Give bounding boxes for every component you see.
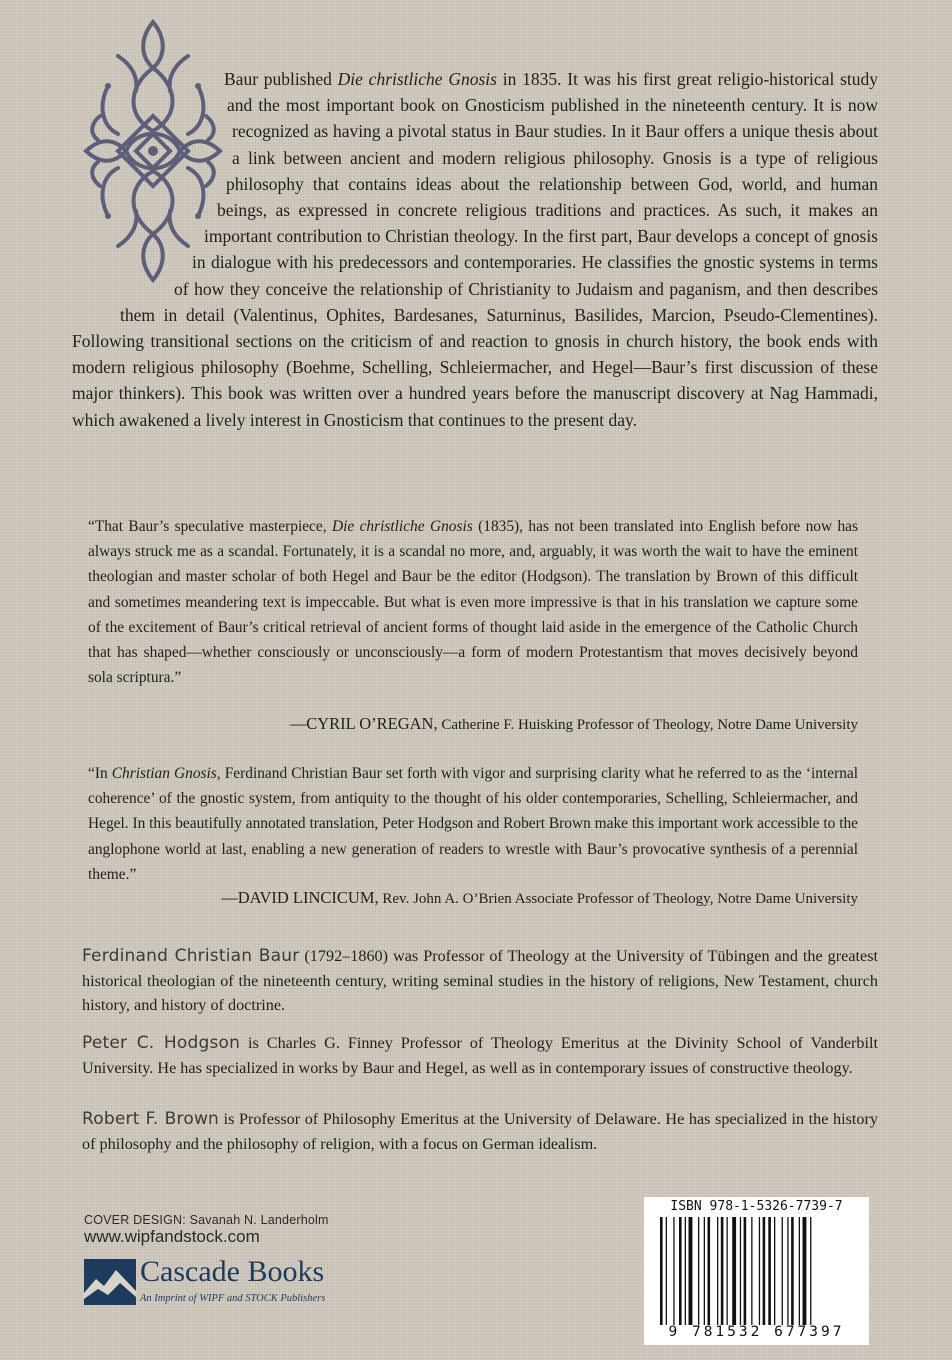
endorsement-lincicum xyxy=(88,761,858,887)
bio-name: Ferdinand Christian Baur xyxy=(82,946,300,966)
endorser-affiliation: Catherine F. Huisking Professor of Theology, Notre Dame University xyxy=(437,717,858,733)
isbn-label: ISBN 978-1-5326-7739-7 xyxy=(670,1199,843,1214)
endorsement-quote-body: (1835), has not been translated into English before now has always struck me as a scandal. Fortunately, it is a scandal no more, and, arguably, it was worth the wait to have the eminent theologian and master scholar of both Hegel and Baur be the editor (Hodgson). The translation by Brown of this difficult and sometimes meandering text is impeccable. But what is even more impressive is that in his translation we capture some of the excitement of Baur’s critical retrieval of ancient forms of thought laid aside in the emergence of the Catholic Church that has shaped—whether consciously or unconsciously—a form of modern Protestantism that moves decisively beyond sola scriptura.” xyxy=(88,518,858,687)
endorsement-quote-body: , Ferdinand Christian Baur set forth with vigor and surprising clarity what he referred to as the ‘internal coherence’ of the gnostic system, from antiquity to the thought of his older contemporaries, Schelling, Schleiermacher, and Hegel. In this beautifully annotated translation, Peter Hodgson and Robert Brown make this important work accessible to the anglophone world at last, enabling a new generation of readers to wrestle with Baur’s provocative synthesis of a perennial theme.” xyxy=(88,765,858,883)
translator-bio xyxy=(82,1107,878,1156)
endorsement-book-title: Die christliche Gnosis xyxy=(331,518,473,535)
bio-name: Peter C. Hodgson xyxy=(82,1033,241,1053)
editor-bio xyxy=(82,1031,878,1080)
publisher-logo xyxy=(84,1255,384,1319)
bio-name: Robert F. Brown xyxy=(82,1109,220,1129)
description-body: in 1835. It was his first great religio-historical study and the most important book on Gnosticism published in the nineteenth century. It is now recognized as having a pivotal status in Baur studies. In it Baur offers a unique thesis about a link between ancient and modern religious philosophy. Gnosis is a type of religious philosophy that contains ideas about the relationship between God, world, and human beings, as expressed in concrete religious traditions and practices. As such, it makes an important contribution to Christian theology. In the first part, Baur develops a concept of gnosis in dialogue with his predecessors and contemporaries. He classifies the gnostic systems in terms of how they conceive the relationship of Christianity to Judaism and paganism, and then describes them in detail (Valentinus, Ophites, Bardesanes, Saturninus, Basilides, Marcion, Pseudo-Clementines). Following transitional sections on the criticism of and reaction to gnosis in church history, the book ends with modern religious philosophy (Boehme, Schelling, Schleiermacher, and Hegel—Baur’s first discussion of these major thinkers). This book was written over a hundred years before the manuscript discovery at Nag Hammadi, which awakened a lively interest in Gnosticism that continues to the present day. xyxy=(72,69,879,430)
endorsement-oregan xyxy=(88,514,858,690)
publisher-name: Cascade Books xyxy=(140,1255,325,1288)
author-bio xyxy=(82,944,878,1018)
bio-text: is Charles G. Finney Professor of Theology Emeritus at the Divinity School of Vanderbilt University. He has specialized in works by Baur and Hegel, as well as in contemporary issues of constructive theology. xyxy=(82,1034,878,1077)
endorser-affiliation: Rev. John A. O’Brien Associate Professor of Theology, Notre Dame University xyxy=(378,891,858,907)
description-intro: Baur published xyxy=(224,69,338,89)
publisher-imprint: An Imprint of WIPF and STOCK Publishers xyxy=(140,1293,326,1304)
endorsement-attribution xyxy=(290,713,858,736)
endorser-name: —CYRIL O’REGAN, xyxy=(289,714,438,733)
barcode-icon xyxy=(658,1217,858,1325)
endorsement-book-title: Christian Gnosis xyxy=(111,765,217,782)
bio-text: is Professor of Philosophy Emeritus at the University of Delaware. He has specialized in the history of philosophy and the philosophy of religion, with a focus on German idealism. xyxy=(82,1110,878,1153)
description-book-title: Die christliche Gnosis xyxy=(337,69,497,89)
publisher-website-link[interactable]: www.wipfandstock.com xyxy=(84,1227,260,1246)
barcode-digits: 9 781532 677397 xyxy=(668,1324,845,1340)
book-description xyxy=(72,66,878,433)
endorsement-quote-intro: “In xyxy=(88,765,112,782)
bio-text: (1792–1860) was Professor of Theology at the University of Tübingen and the greatest historical theologian of the nineteenth century, writing seminal studies in the history of religions, New Testament, church history, and history of doctrine. xyxy=(82,947,879,1014)
endorsement-attribution xyxy=(221,887,858,910)
cover-design-credit: COVER DESIGN: Savanah N. Landerholm xyxy=(84,1213,329,1227)
endorsement-quote-intro: “That Baur’s speculative masterpiece, xyxy=(88,518,332,535)
mountain-icon xyxy=(84,1259,136,1305)
endorser-name: —DAVID LINCICUM, xyxy=(221,888,379,907)
isbn-barcode xyxy=(644,1197,869,1345)
